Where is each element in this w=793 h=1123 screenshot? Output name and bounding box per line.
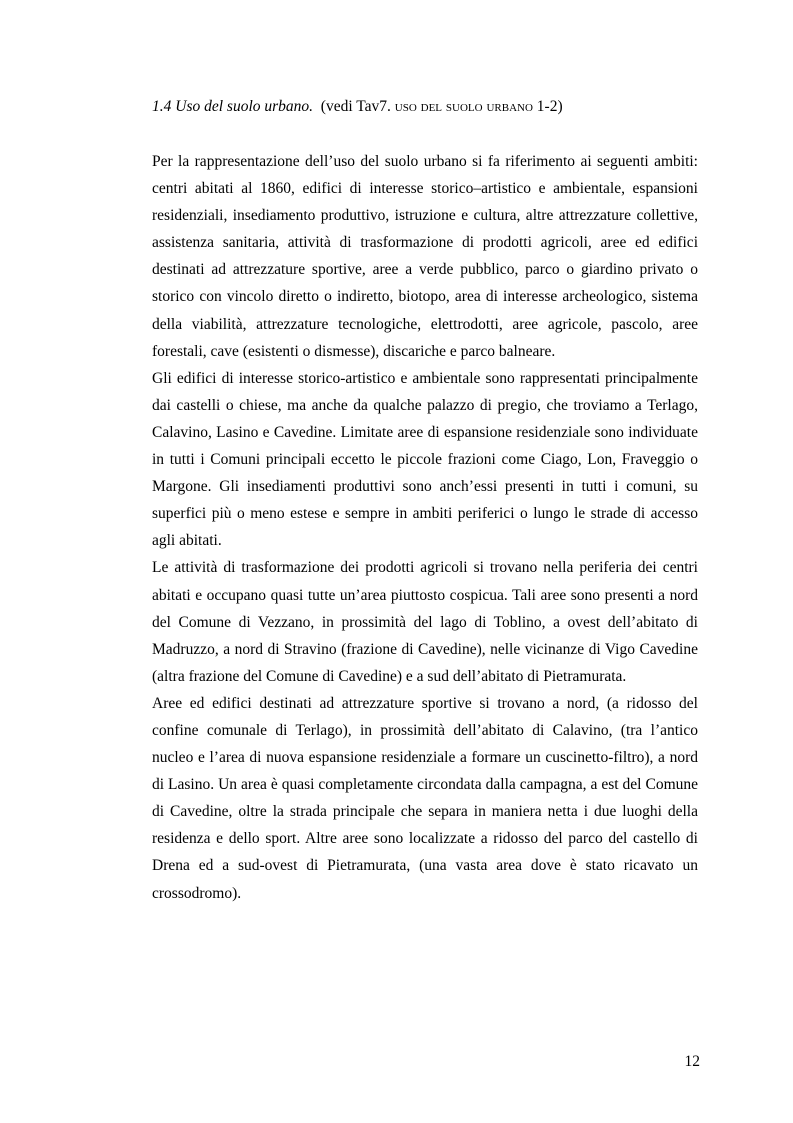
paragraph-edifici-storici: Gli edifici di interesse storico-artistico e ambientale sono rappresentati principalmente dai castelli o chiese, ma anche da qualche palazzo di pregio, che troviamo a Terlago, Calavino, Lasino e Cavedine. Limitate aree di espansione residenziale sono individuate in tutti i Comuni principali eccetto le piccole frazioni come Ciago, Lon, Fraveggio o Margone. Gli insediamenti produttivi sono anch’essi presenti in tutti i comuni, su superfici più o meno estese e sempre in ambiti periferici o lungo le strade di accesso agli abitati. [152, 369, 698, 550]
reference-prefix: (vedi Tav7. [320, 98, 395, 115]
body-text [152, 148, 698, 907]
page-number: 12 [684, 1053, 700, 1070]
section-reference [321, 98, 563, 115]
paragraph-ambiti: Per la rappresentazione dell’uso del suolo urbano si fa riferimento ai seguenti ambiti: centri abitati al 1860, edifici di interesse storico–artistico e ambientale, espansioni residenziali, insediamento produttivo, istruzione e cultura, altre attrezzature collettive, assistenza sanitaria, attività di trasformazione di prodotti agricoli, aree ed edifici destinati ad attrezzature sportive, aree a verde pubblico, parco o giardino privato o storico con vincolo diretto o indiretto, biotopo, area di interesse archeologico, sistema della viabilità, attrezzature tecnologiche, elettrodotti, aree agricole, pascolo, aree forestali, cave (esistenti o dismesse), discariche e parco balneare. [152, 153, 698, 360]
section-title: 1.4 Uso del suolo urbano. [152, 98, 314, 115]
paragraph-attrezzature-sportive: Aree ed edifici destinati ad attrezzature sportive si trovano a nord, (a ridosso del confine comunale di Terlago), in prossimità dell’abitato di Calavino, (tra l’antico nucleo e l’area di nuova espansione residenziale a formare un cuscinetto-filtro), a nord di Lasino. Un area è quasi completamente circondata dalla campagna, a est del Comune di Cavedine, oltre la strada principale che separa in maniera netta i due luoghi della residenza e dello sport. Altre aree sono localizzate a ridosso del parco del castello di Drena ed a sud-ovest di Pietramurata, (una vasta area dove è stato ricavato un crossodromo). [152, 694, 698, 902]
section-heading [152, 96, 712, 118]
reference-suffix: 1-2) [532, 98, 563, 115]
reference-smallcaps: uso del suolo urbano [394, 98, 533, 115]
paragraph-trasformazione-agricola: Le attività di trasformazione dei prodotti agricoli si trovano nella periferia dei centri abitati e occupano quasi tutte un’area piuttosto cospicua. Tali aree sono presenti a nord del Comune di Vezzano, in prossimità del lago di Toblino, a ovest dell’abitato di Madruzzo, a nord di Stravino (frazione di Cavedine), nelle vicinanze di Vigo Cavedine (altra frazione del Comune di Cavedine) e a sud dell’abitato di Pietramurata. [152, 559, 698, 685]
